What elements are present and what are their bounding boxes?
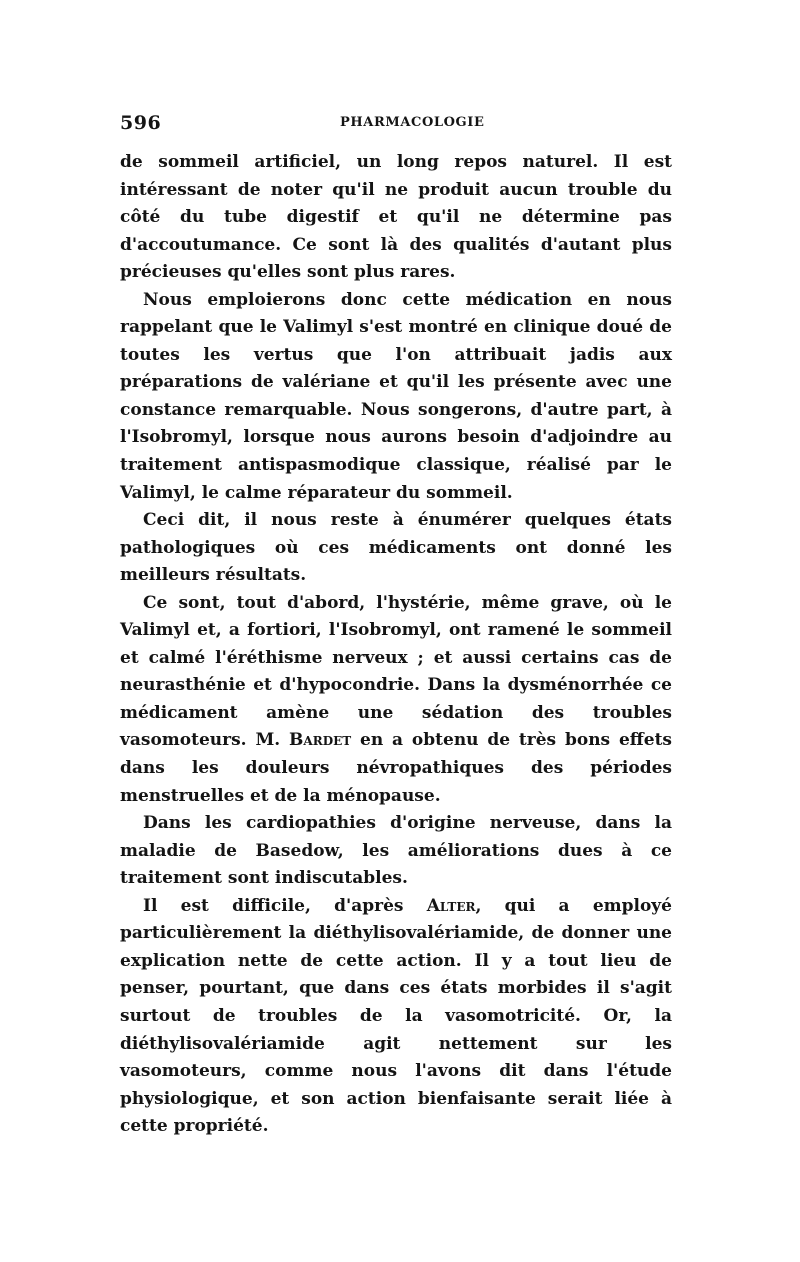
paragraph-4-text-before: Ce sont, tout d'abord, l'hystérie, même grave, où le Valimyl et, a fortiori, l'Isobromyl, ont ramené le sommeil et calmé l'éréthisme nerveux ; et aussi certains cas de neurasthénie et d'hypocondrie. Dans la dysménorrhée ce médicament amène une sédation des troubles vasomoteurs. M. — [120, 592, 672, 751]
author-name-bardet: Bardet — [289, 730, 352, 751]
paragraph-3: Ceci dit, il nous reste à énumérer quelques états pathologiques où ces médicaments ont donné les meilleurs résultats. — [120, 510, 672, 586]
paragraph-6 — [120, 893, 672, 1141]
author-name-alter: Alter — [426, 895, 476, 916]
body-text — [120, 149, 672, 1141]
paragraph-1: de sommeil artificiel, un long repos naturel. Il est intéressant de noter qu'il ne produit aucun trouble du côté du tube digestif et qu'il ne détermine pas d'accoutumance. Ce sont là des qualités d'autant plus précieuses qu'elles sont plus rares. — [120, 152, 672, 283]
running-head — [120, 112, 670, 136]
running-title: PHARMACOLOGIE — [340, 115, 485, 130]
page-number: 596 — [120, 112, 162, 134]
paragraph-2: Nous emploierons donc cette médication en nous rappelant que le Valimyl s'est montré en clinique doué de toutes les vertus que l'on attribuait jadis aux préparations de valériane et qu'il les présente avec une constance remarquable. Nous songerons, d'autre part, à l'Isobromyl, lorsque nous aurons besoin d'adjoindre au traitement antispasmodique classique, réalisé par le Valimyl, le calme réparateur du sommeil. — [120, 289, 672, 503]
paragraph-4 — [120, 590, 672, 810]
paragraph-6-text-after: , qui a employé particulièrement la diéthylisovalériamide, de donner une explication nette de cette action. Il y a tout lieu de penser, pourtant, que dans ces états morbides il s'agit surtout de troubles de la vasomotricité. Or, la diéthylisovalériamide agit nettement sur les vasomoteurs, comme nous l'avons dit dans l'étude physiologique, et son action bienfaisante serait liée à cette propriété. — [120, 895, 672, 1137]
paragraph-5: Dans les cardiopathies d'origine nerveuse, dans la maladie de Basedow, les améliorations dues à ce traitement sont indiscutables. — [120, 813, 672, 889]
paragraph-6-text-before: Il est difficile, d'après — [143, 895, 427, 916]
paragraph-4-text-after: en a obtenu de très bons effets dans les douleurs névropathiques des périodes menstruelles et de la ménopause. — [120, 730, 672, 806]
